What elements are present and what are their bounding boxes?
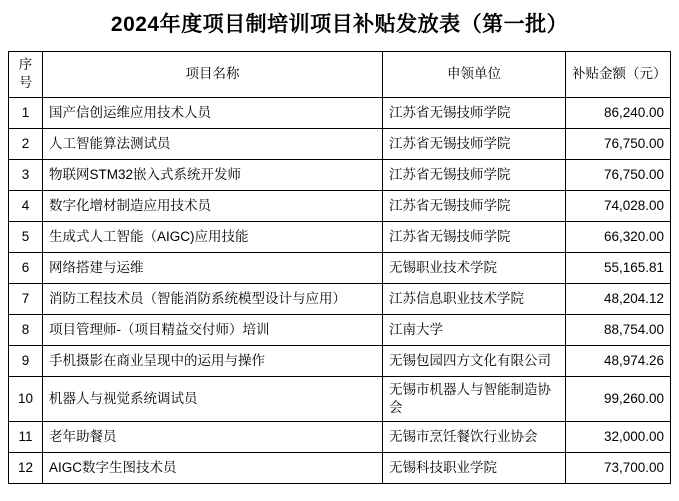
table-row — [9, 221, 671, 252]
cell-project-name: 数字化增材制造应用技术员 — [43, 190, 383, 221]
cell-project-name: 消防工程技术员（智能消防系统模型设计与应用） — [43, 283, 383, 314]
cell-applicant-unit: 江苏信息职业技术学院 — [383, 283, 566, 314]
cell-no: 10 — [9, 376, 43, 421]
table-row — [9, 376, 671, 421]
cell-no: 7 — [9, 283, 43, 314]
cell-applicant-unit: 江苏省无锡技师学院 — [383, 128, 566, 159]
column-header-amount: 补贴金额（元） — [566, 52, 671, 97]
cell-amount: 74,028.00 — [566, 190, 671, 221]
cell-amount: 99,260.00 — [566, 376, 671, 421]
cell-project-name: 生成式人工智能（AIGC)应用技能 — [43, 221, 383, 252]
table-row — [9, 345, 671, 376]
table-header — [9, 52, 671, 97]
table-row — [9, 128, 671, 159]
table-row — [9, 453, 671, 484]
cell-amount: 32,000.00 — [566, 422, 671, 453]
cell-no: 8 — [9, 314, 43, 345]
cell-project-name: 物联网STM32嵌入式系统开发师 — [43, 159, 383, 190]
table-row — [9, 97, 671, 128]
cell-amount: 48,204.12 — [566, 283, 671, 314]
cell-project-name: 手机摄影在商业呈现中的运用与操作 — [43, 345, 383, 376]
cell-no: 1 — [9, 97, 43, 128]
cell-no: 2 — [9, 128, 43, 159]
cell-no: 12 — [9, 453, 43, 484]
table-header-row — [9, 52, 671, 97]
cell-project-name: AIGC数字生图技术员 — [43, 453, 383, 484]
cell-amount: 66,320.00 — [566, 221, 671, 252]
cell-no: 6 — [9, 252, 43, 283]
column-header-no: 序号 — [9, 52, 43, 97]
cell-project-name: 人工智能算法测试员 — [43, 128, 383, 159]
cell-applicant-unit: 江苏省无锡技师学院 — [383, 97, 566, 128]
subsidy-table — [8, 51, 671, 484]
cell-amount: 76,750.00 — [566, 128, 671, 159]
cell-no: 3 — [9, 159, 43, 190]
cell-no: 9 — [9, 345, 43, 376]
cell-applicant-unit: 江苏省无锡技师学院 — [383, 190, 566, 221]
cell-amount: 55,165.81 — [566, 252, 671, 283]
column-header-applicant-unit: 申领单位 — [383, 52, 566, 97]
cell-project-name: 网络搭建与运维 — [43, 252, 383, 283]
table-row — [9, 190, 671, 221]
cell-applicant-unit: 无锡科技职业学院 — [383, 453, 566, 484]
cell-applicant-unit: 江南大学 — [383, 314, 566, 345]
cell-amount: 48,974.26 — [566, 345, 671, 376]
table-row — [9, 422, 671, 453]
cell-no: 5 — [9, 221, 43, 252]
table-row — [9, 159, 671, 190]
cell-amount: 86,240.00 — [566, 97, 671, 128]
cell-amount: 76,750.00 — [566, 159, 671, 190]
table-row — [9, 314, 671, 345]
cell-project-name: 机器人与视觉系统调试员 — [43, 376, 383, 421]
cell-project-name: 项目管理师-（项目精益交付师）培训 — [43, 314, 383, 345]
table-row — [9, 252, 671, 283]
cell-applicant-unit: 无锡职业技术学院 — [383, 252, 566, 283]
table-body — [9, 97, 671, 483]
cell-applicant-unit: 江苏省无锡技师学院 — [383, 159, 566, 190]
page-title: 2024年度项目制培训项目补贴发放表（第一批） — [110, 13, 569, 36]
cell-amount: 73,700.00 — [566, 453, 671, 484]
cell-applicant-unit: 无锡市机器人与智能制造协会 — [383, 376, 566, 421]
cell-project-name: 老年助餐员 — [43, 422, 383, 453]
cell-applicant-unit: 江苏省无锡技师学院 — [383, 221, 566, 252]
cell-applicant-unit: 无锡包园四方文化有限公司 — [383, 345, 566, 376]
cell-amount: 88,754.00 — [566, 314, 671, 345]
column-header-project-name: 项目名称 — [43, 52, 383, 97]
cell-no: 11 — [9, 422, 43, 453]
cell-project-name: 国产信创运维应用技术人员 — [43, 97, 383, 128]
cell-no: 4 — [9, 190, 43, 221]
cell-applicant-unit: 无锡市烹饪餐饮行业协会 — [383, 422, 566, 453]
table-row — [9, 283, 671, 314]
